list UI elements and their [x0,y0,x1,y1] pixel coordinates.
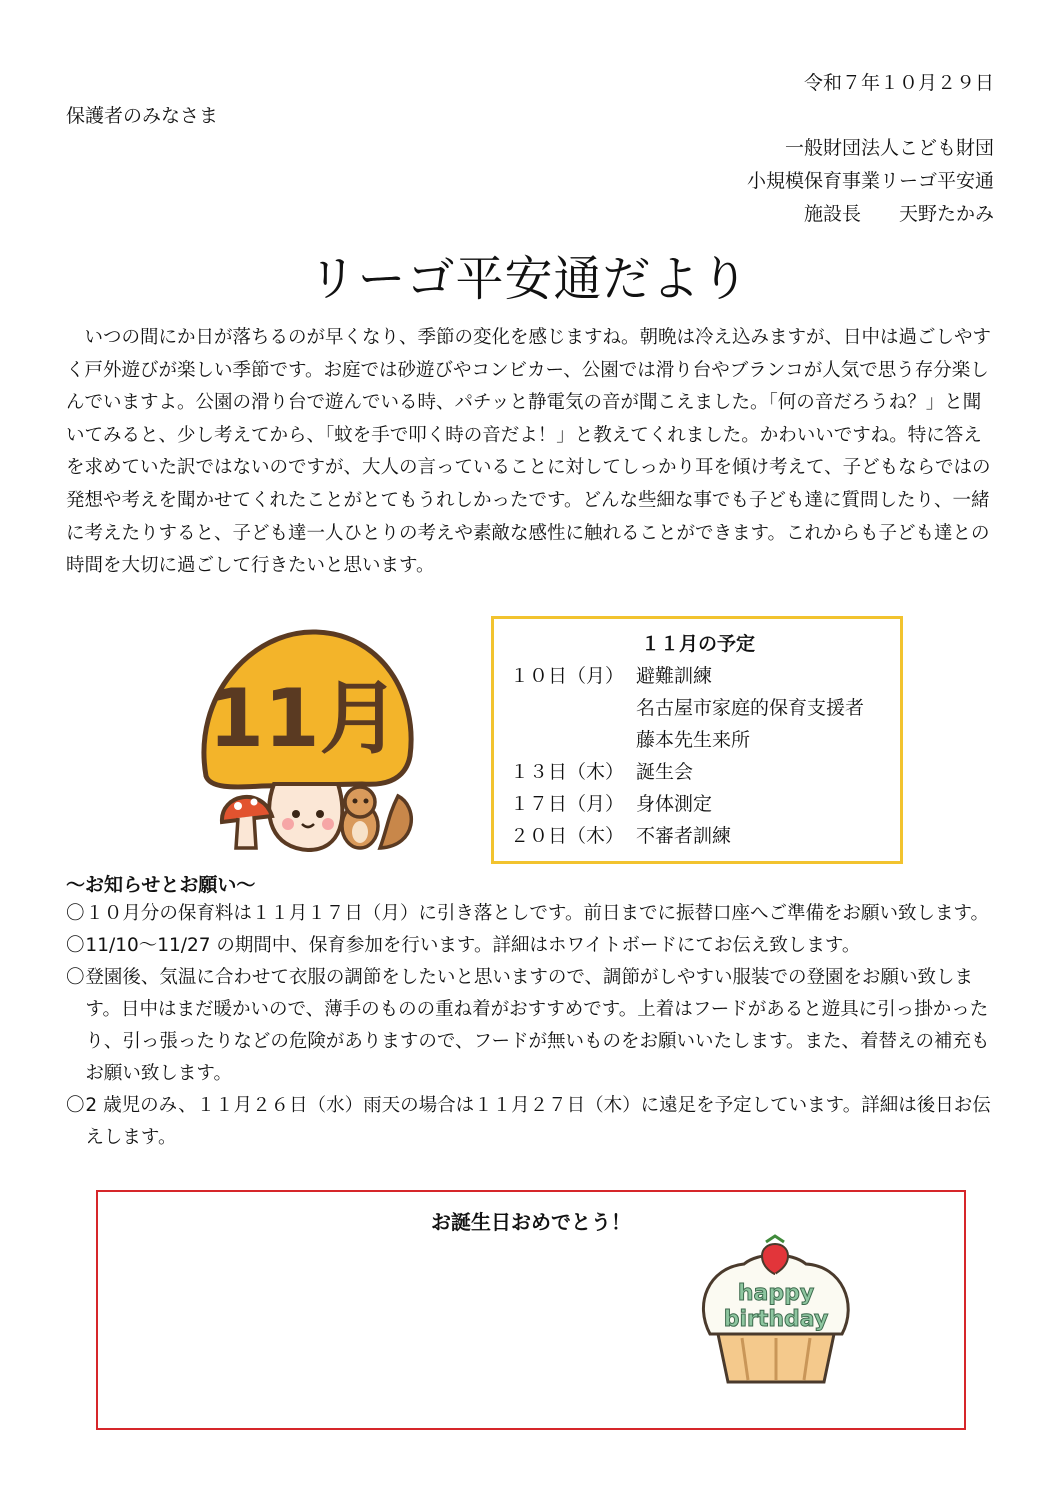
notices-heading: ～お知らせとお願い～ [66,874,256,896]
notices-list [66,898,1000,1154]
issue-date: 令和７年１０月２９日 [803,72,994,94]
schedule-event: 身体測定 [636,793,713,815]
cake-text-birthday: birthday [723,1307,829,1332]
mushroom-squirrel-illustration [192,626,420,862]
notice-text: 11/10～11/27 の期間中、保育参加を行います。詳細はホワイトボードにてお伝え致します。 [85,935,861,956]
recipient: 保護者のみなさま [66,105,219,127]
schedule-event: 誕生会 [636,761,694,783]
schedule-event: 藤本先生来所 [636,729,751,751]
schedule-date: １０日（月） [510,665,625,687]
notice-item [66,930,1000,962]
schedule-item [510,788,886,820]
bullet-icon: 〇 [66,1095,85,1116]
schedule-item [510,660,886,756]
schedule-date: １３日（木） [510,761,625,783]
notice-item [66,898,1000,930]
sender-organization: 一般財団法人こども財団 [784,137,994,159]
schedule-date: ２０日（木） [510,825,625,847]
schedule-title: １１月の予定 [640,633,755,655]
bullet-icon: 〇 [66,903,85,924]
notice-text: 2 歳児のみ、１１月２６日（水）雨天の場合は１１月２７日（木）に遠足を予定しています。詳細は後日お伝えします。 [85,1095,991,1148]
schedule-event: 避難訓練 [636,665,713,687]
notice-text: １０月分の保育料は１１月１７日（月）に引き落としです。前日までに振替口座へご準備をお願い致します。 [85,903,989,924]
intro-text: いつの間にか日が落ちるのが早くなり、季節の変化を感じますね。朝晩は冷え込みますが、日中は過ごしやすく戸外遊びが楽しい季節です。お庭では砂遊びやコンビカー、公園では滑り台やブランコが人気で思う存分楽しんでいますよ。公園の滑り台で遊んでいる時、パチッと静電気の音が聞こえました。「何の音だろうね？」と聞いてみると、少し考えてから、「蚊を手で叩く時の音だよ！」と教えてくれました。かわいいですね。特に答えを求めていた訳ではないのですが、大人の言っていることに対してしっかり耳を傾け考えて、子どもならではの発想や考えを聞かせてくれたことがとてもうれしかったです。どんな些細な事でも子ども達に質問したり、一緒に考えたりすると、子ども達一人ひとりの考えや素敵な感性に触れることができます。これからも子ども達との時間を大切に過ごして行きたいと思います。 [66,327,992,577]
month-label: 11月 [208,672,400,765]
sender-block [747,132,994,231]
notice-item [66,1090,1000,1154]
schedule-event: 不審者訓練 [636,825,732,847]
schedule-date: １７日（月） [510,793,625,815]
notice-item [66,962,1000,1090]
birthday-title: お誕生日おめでとう！ [431,1210,631,1234]
sender-director: 施設長 天野たかみ [803,203,994,225]
birthday-box [96,1190,966,1430]
schedule-box [491,616,903,864]
schedule-item [510,756,886,788]
intro-paragraph [66,322,994,583]
newsletter-title: リーゴ平安通だより [308,251,750,307]
notice-text: 登園後、気温に合わせて衣服の調節をしたいと思いますので、調節がしやすい服装での登園をお願い致します。日中はまだ暖かいので、薄手のものの重ね着がおすすめです。上着はフードがあると遊具に引っ掛かったり、引っ張ったりなどの危険がありますので、フードが無いものをお願いいたします。また、着替えの補充もお願い致します。 [85,967,990,1084]
cake-text-happy: happy [737,1281,815,1306]
sender-facility: 小規模保育事業リーゴ平安通 [746,170,994,192]
schedule-item [510,820,886,852]
schedule-event: 名古屋市家庭的保育支援者 [636,697,865,719]
birthday-cake-icon [692,1234,860,1392]
bullet-icon: 〇 [66,967,85,988]
bullet-icon: 〇 [66,935,85,956]
